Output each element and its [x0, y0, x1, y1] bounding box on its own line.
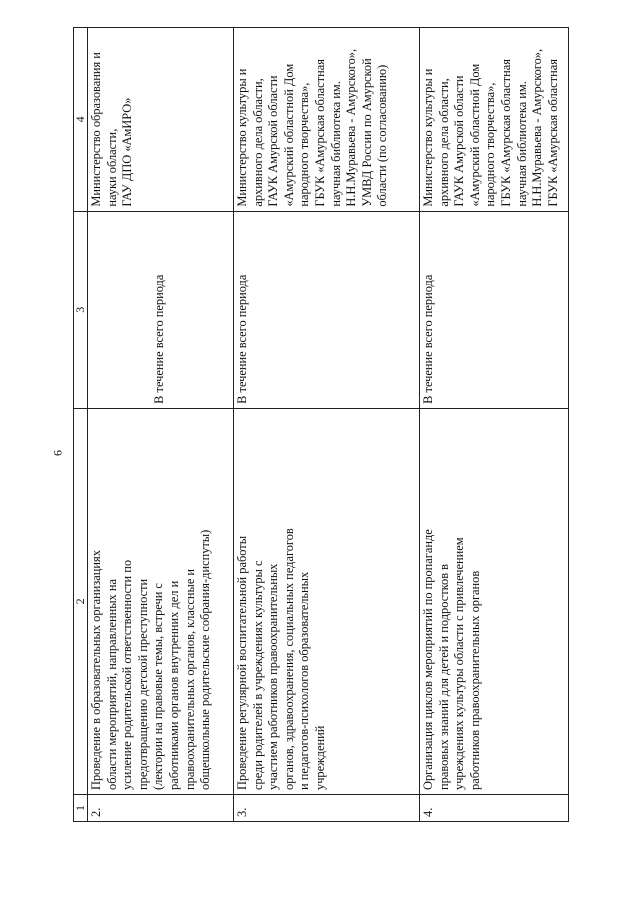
text-line: архивного дела области,: [436, 78, 451, 207]
activity-cell: [420, 408, 569, 794]
text-line: участием работников правоохранительных: [266, 563, 281, 790]
text-line: работниками органов внутренних дел и: [166, 580, 181, 790]
header-cell-4: 4: [74, 28, 88, 212]
text-line: ГАУК Амурской области: [266, 75, 281, 207]
text-line: ГАУ ДПО «АмИРО»: [120, 97, 135, 207]
text-line: правоохранительных органов, классные и: [182, 568, 197, 790]
table-row: [420, 28, 569, 822]
text-line: народного творчества»,: [483, 82, 498, 207]
table-row: [88, 28, 234, 822]
text-line: научная библиотека им.: [328, 81, 343, 207]
text-line: ГБУК «Амурская областная: [498, 59, 513, 207]
text-line: науки области,: [104, 128, 119, 207]
text-line: ГБУК «Амурская областная: [312, 59, 327, 207]
text-line: учреждений: [312, 725, 327, 790]
text-line: ГБУК «Амурская областная: [545, 59, 560, 207]
term-cell: В течение всего периода: [420, 211, 569, 408]
header-cell-1: 1: [74, 795, 88, 822]
measures-table: [73, 27, 569, 822]
text-line: Организация циклов мероприятий по пропаганде: [421, 529, 435, 790]
text-line: (лектории на правовые темы, встречи с: [151, 583, 166, 790]
text-line: научная библиотека им.: [514, 81, 529, 207]
table-row: [234, 28, 420, 822]
text-line: Н.Н.Муравьева - Амурского»,: [344, 48, 359, 207]
row-number: 3.: [234, 795, 420, 822]
term-cell: В течение всего периода: [88, 211, 234, 408]
table-header-row: [74, 28, 88, 822]
text-line: общешкольные родительские собрания-диспуты): [198, 529, 213, 790]
text-line: органов, здравоохранения, социальных педагогов: [281, 528, 296, 790]
text-line: работников правоохранительных органов: [467, 570, 482, 790]
text-line: усиление родительской ответственности по: [120, 559, 135, 790]
text-line: Проведение регулярной воспитательной работы: [235, 535, 249, 790]
responsible-cell: [88, 28, 234, 212]
text-line: среди родителей в учреждениях культуры с: [250, 560, 265, 790]
text-line: УМВД России по Амурской: [359, 58, 374, 207]
responsible-cell: [234, 28, 420, 212]
activity-cell: [88, 408, 234, 794]
term-cell: В течение всего периода: [234, 211, 420, 408]
rotated-page-content: [73, 27, 573, 822]
header-cell-2: 2: [74, 408, 88, 794]
text-line: предотвращению детской преступности: [135, 578, 150, 790]
responsible-cell: [420, 28, 569, 212]
text-line: Министерство культуры и: [421, 68, 435, 207]
activity-cell: [234, 408, 420, 794]
text-line: правовых знаний для детей и подростков в: [436, 563, 451, 790]
text-line: ГАУК Амурской области: [452, 75, 467, 207]
text-line: архивного дела области,: [250, 78, 265, 207]
row-number: 4.: [420, 795, 569, 822]
text-line: области (по согласованию): [375, 64, 390, 207]
page-number: 6: [50, 450, 65, 456]
text-line: области мероприятий, направленных на: [104, 579, 119, 790]
text-line: Проведение в образовательных организациях: [89, 550, 103, 790]
header-cell-3: 3: [74, 211, 88, 408]
text-line: Н.Н.Муравьева - Амурского»,: [530, 48, 545, 207]
text-line: «Амурский областной Дом: [467, 63, 482, 207]
text-line: Министерство образования и: [89, 52, 103, 207]
row-number: 2.: [88, 795, 234, 822]
text-line: народного творчества»,: [297, 82, 312, 207]
text-line: учреждениях культуры области с привлечением: [452, 537, 467, 790]
text-line: «Амурский областной Дом: [281, 63, 296, 207]
text-line: и педагогов-психологов образовательных: [297, 571, 312, 790]
text-line: Министерство культуры и: [235, 68, 249, 207]
